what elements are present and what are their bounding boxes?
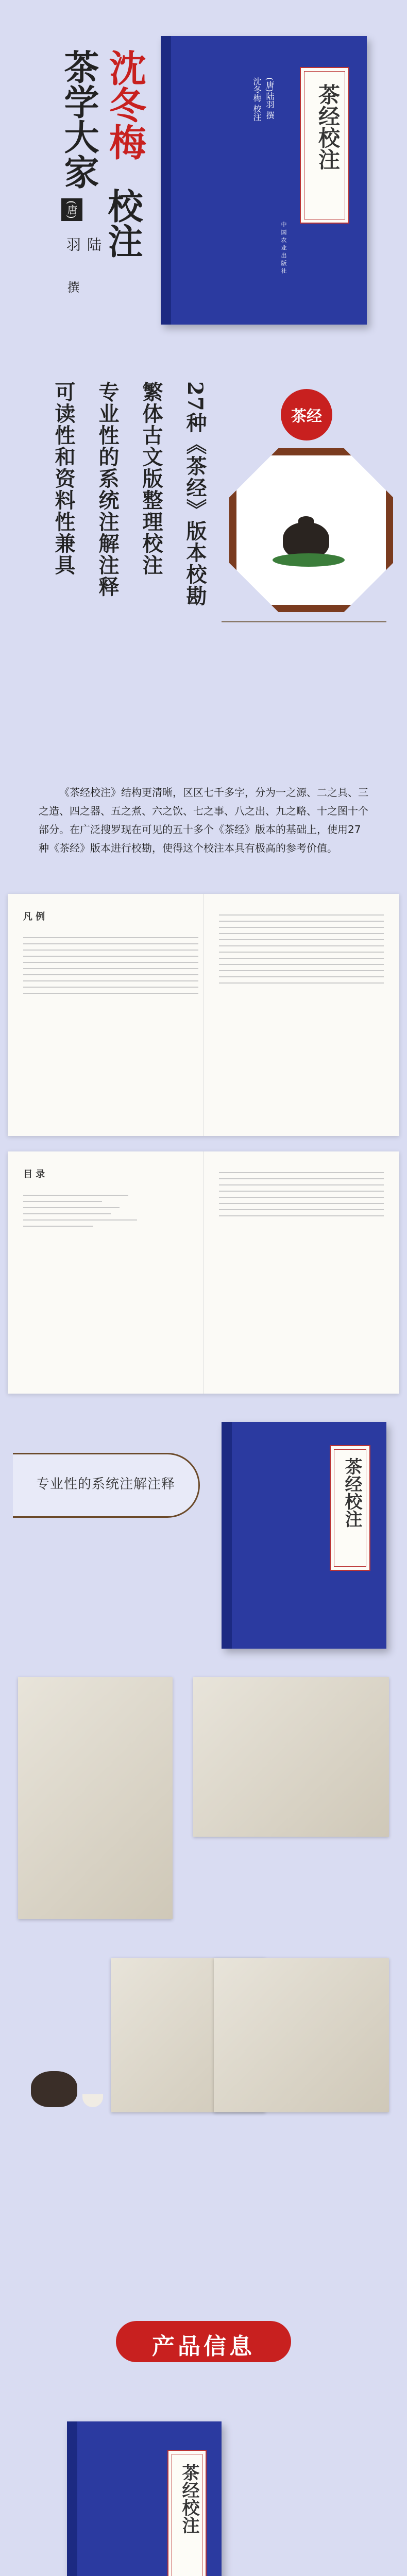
hero-section: [0, 0, 407, 371]
page-right-1: [219, 909, 384, 1121]
book-cover-3: [67, 2421, 222, 2576]
hero-title-action: 校注: [102, 188, 143, 258]
page-spread-1: [8, 894, 399, 1136]
banner2-text: 专业性的系统注解注释: [36, 1477, 176, 1492]
hero-author-tag: (唐): [61, 198, 82, 221]
hero-title-name: 沈冬梅: [103, 49, 147, 160]
hero-author-role: 撰: [65, 281, 79, 293]
book-title-label-2: [330, 1445, 370, 1571]
window-frame: [229, 448, 393, 612]
feature-col-3: 专业性的系统注解注释: [95, 381, 120, 598]
banner2-section: [0, 1422, 407, 1669]
page-left-1: [23, 909, 198, 1121]
book-small-2: 沈冬梅 校注: [252, 77, 262, 122]
info-heading-text: 产品信息: [152, 2333, 255, 2360]
hero-author: 陆羽: [64, 237, 102, 251]
info-heading-block: [116, 2313, 291, 2370]
page-spread-2: [8, 1151, 399, 1394]
photo-book-pages-4: [214, 1958, 389, 2112]
teapot-icon-2: [31, 2071, 77, 2107]
photo-book-pages-1: [18, 1677, 173, 1919]
hero-title-line1: 茶学大家: [58, 49, 99, 189]
book-small-1: (唐)陆羽 撰: [265, 77, 275, 120]
description-block: [39, 783, 371, 857]
book-title-3: 茶经校注: [179, 2464, 199, 2534]
page-right-2: [219, 1167, 384, 1378]
description-text: 《茶经校注》结构更清晰，区区七千多字，分为一之源、二之具、三之造、四之器、五之煮、六之饮、七之事、八之出、九之略、十之图十个部分。在广泛搜罗现在可见的五十多个《茶经》版本的基础上，使用27种《茶经》版本进行校勘，使得这个校注本具有极高的参考价值。: [39, 786, 368, 854]
teapot-image: [273, 512, 345, 569]
page-left-2: [23, 1167, 198, 1378]
seal-stamp: [281, 389, 332, 440]
feature-section: [0, 371, 407, 783]
photo-book-pages-2: [193, 1677, 389, 1837]
book-title: 茶经校注: [315, 83, 341, 170]
tea-leaves-icon: [273, 553, 345, 567]
teacup-icon: [82, 2094, 103, 2107]
book-title-label: [300, 67, 349, 224]
seal-text: 茶经: [291, 408, 322, 426]
book-cover-2: [222, 1422, 386, 1649]
book-title-label-3: [167, 2450, 207, 2576]
book-publisher: 中国农业出版社: [280, 222, 287, 276]
decor-line: [222, 621, 386, 622]
book-spine: [161, 36, 171, 325]
hero-title-block: [49, 49, 147, 317]
hero-book-cover: [161, 36, 367, 325]
book-title-2: 茶经校注: [342, 1458, 362, 1528]
teaset-image: [10, 2056, 113, 2128]
feature-col-1: 27种《茶经》版本校勘: [183, 381, 207, 607]
feature-col-2: 繁体古文版整理校注: [139, 381, 163, 576]
page-title-fanli: 凡 例: [23, 911, 45, 922]
product-info-section: [0, 2421, 407, 2576]
page-title-mulu: 目 录: [23, 1169, 45, 1180]
feature-col-4: 可读性和资料性兼具: [52, 381, 76, 576]
